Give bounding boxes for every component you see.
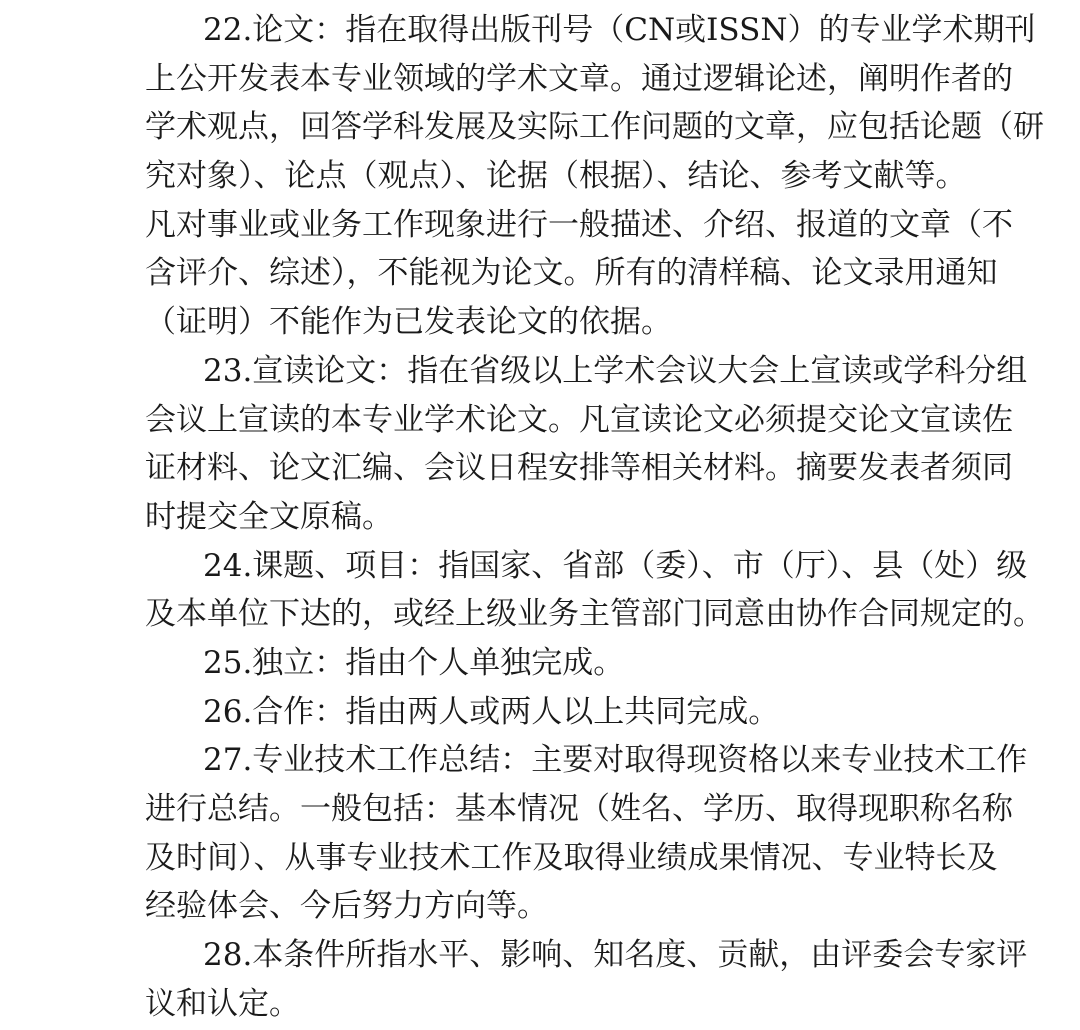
text-line: 学术观点，回答学科发展及实际工作问题的文章，应包括论题（研 [145,109,1044,146]
paragraph-24-projects [145,542,1044,639]
text-line: 究对象）、论点（观点）、论据（根据）、结论、参考文献等。 [145,158,967,195]
paragraph-27-work-summary [145,736,1028,931]
text-line: （证明）不能作为已发表论文的依据。 [145,304,672,341]
text-line: 证材料、论文汇编、会议日程安排等相关材料。摘要发表者须同 [145,450,1013,487]
paragraph-25-independent [145,639,950,688]
text-line: 含评介、综述），不能视为论文。所有的清样稿、论文录用通知 [145,255,998,292]
text-line: 及时间）、从事专业技术工作及取得业绩成果情况、专业特长及 [145,839,998,876]
text-line: 28.本条件所指水平、影响、知名度、贡献，由评委会专家评 [203,937,1028,974]
paragraph-22-paper [145,6,1044,347]
text-line: 24.课题、项目：指国家、省部（委）、市（厅）、县（处）级 [203,547,1028,584]
text-line: 凡对事业或业务工作现象进行一般描述、介绍、报道的文章（不 [145,206,1013,243]
text-line: 25.独立：指由个人单独完成。 [203,644,625,681]
document-body [145,6,1044,1028]
text-line: 时提交全文原稿。 [145,498,393,535]
text-line: 23.宣读论文：指在省级以上学术会议大会上宣读或学科分组 [203,352,1028,389]
text-line: 会议上宣读的本专业学术论文。凡宣读论文必须提交论文宣读佐 [145,401,1013,438]
paragraph-23-presented-paper [145,347,1028,542]
paragraph-26-cooperation [145,688,950,737]
text-line: 进行总结。一般包括：基本情况（姓名、学历、取得现职称名称 [145,791,1013,827]
text-line: 及本单位下达的，或经上级业务主管部门同意由协作合同规定的。 [145,596,1044,633]
text-line: 27.专业技术工作总结：主要对取得现资格以来专业技术工作 [203,742,1028,779]
paragraph-28-evaluation [145,931,1028,1028]
text-line: 经验体会、今后努力方向等。 [145,888,548,925]
text-line: 议和认定。 [145,985,300,1022]
text-line: 上公开发表本专业领域的学术文章。通过逻辑论述，阐明作者的 [145,60,1013,97]
text-line: 26.合作：指由两人或两人以上共同完成。 [203,693,780,730]
text-line: 22.论文：指在取得出版刊号（CN或ISSN）的专业学术期刊 [203,12,1036,48]
